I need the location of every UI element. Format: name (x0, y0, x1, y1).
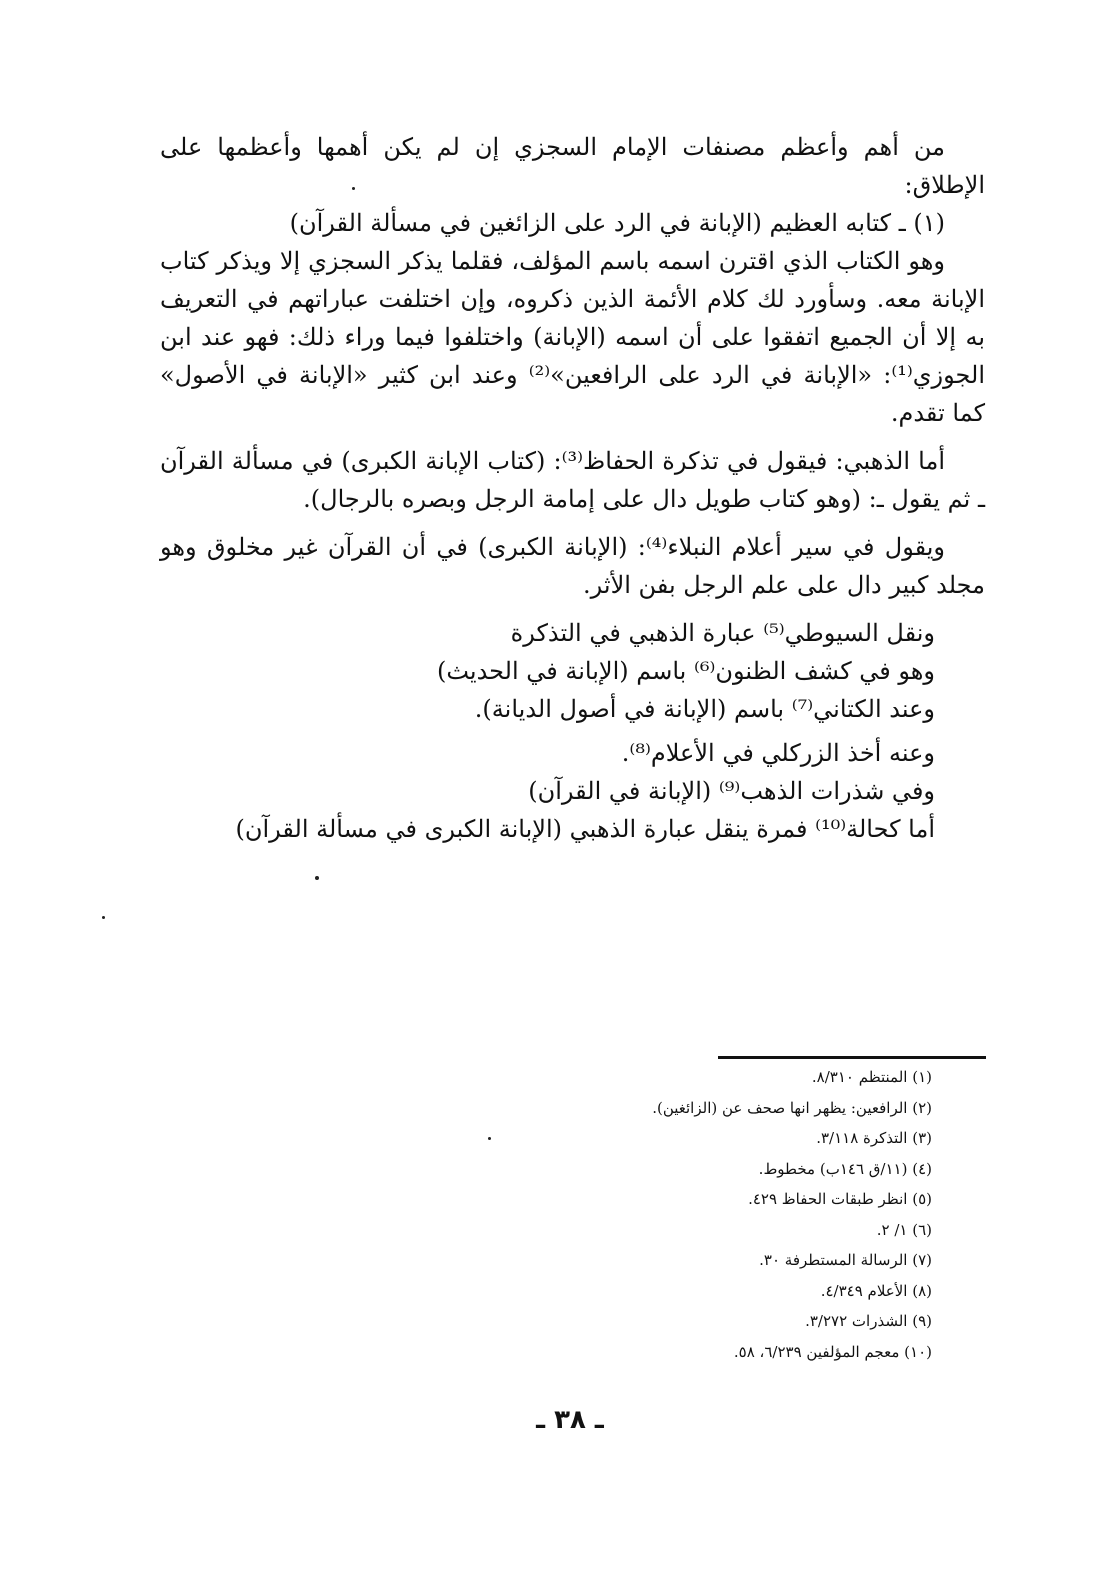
list-item: وعنه أخذ الزركلي في الأعلام⁽⁸⁾. (621, 739, 935, 767)
footnote: (٨) الأعلام ٤/٣٤٩. (820, 1281, 932, 1300)
list-item: وفي شذرات الذهب⁽⁹⁾ (الإبانة في القرآن) (528, 777, 935, 805)
list-item: أما كحالة⁽¹⁰⁾ فمرة ينقل عبارة الذهبي (الإبانة الكبرى في مسألة القرآن) (235, 815, 935, 843)
footnote: (٥) انظر طبقات الحفاظ ٤٢٩. (748, 1190, 932, 1208)
scan-speck (315, 876, 319, 880)
scan-speck (102, 916, 105, 919)
paragraph-book-title: (١) ـ كتابه العظيم (الإبانة في الرد على الزائغين في مسألة القرآن) (289, 209, 945, 237)
footnote-divider (718, 1056, 986, 1059)
footnote: (٦) ١/ ٢. (876, 1220, 932, 1239)
footnote: (٧) الرسالة المستطرفة ٣٠. (759, 1251, 932, 1269)
citation-list (160, 614, 985, 848)
footnote: (٤) (١١/ق ١٤٦ب) مخطوط. (758, 1159, 932, 1178)
footnote: (٢) الرافعين: يظهر انها صحف عن (الزائغين). (652, 1098, 932, 1117)
footnote: (٣) التذكرة ٣/١١٨. (816, 1129, 932, 1147)
list-item: ونقل السيوطي⁽⁵⁾ عبارة الذهبي في التذكرة (510, 619, 935, 647)
paragraph-intro: من أهم وأعظم مصنفات الإمام السجزي إن لم يكن أهمها وأعظمها على الإطلاق: (160, 133, 985, 199)
footnote: (٩) الشذرات ٣/٢٧٢. (805, 1312, 932, 1330)
paragraph-dhahabi-tadhkira: أما الذهبي: فيقول في تذكرة الحفاظ⁽³⁾: (كتاب الإبانة الكبرى) في مسألة القرآن ـ ثم يقول ـ: (وهو كتاب طويل دال على إمامة الرجل وبصره بالرجال). (160, 447, 985, 513)
list-item: وهو في كشف الظنون⁽⁶⁾ باسم (الإبانة في الحديث) (436, 657, 935, 685)
paragraph-dhahabi-siyar: ويقول في سير أعلام النبلاء⁽⁴⁾: (الإبانة الكبرى) في أن القرآن غير مخلوق وهو مجلد كبير دال على علم الرجل بفن الأثر. (160, 533, 985, 599)
footnote: (١) المنتظم ٨/٣١٠. (811, 1068, 932, 1086)
list-item: وعند الكتاني⁽⁷⁾ باسم (الإبانة في أصول الديانة). (474, 695, 935, 723)
paragraph-book-description: وهو الكتاب الذي اقترن اسمه باسم المؤلف، فقلما يذكر السجزي إلا ويذكر كتاب الإبانة معه. وسأورد لك كلام الأئمة الذين ذكروه، وإن اختلفت عباراتهم في التعريف به إلا أن الجميع اتفقوا على أن اسمه (الإبانة) واختلفوا فيما وراء ذلك: فهو عند ابن الجوزي⁽¹⁾: «الإبانة في الرد على الرافعين»⁽²⁾ وعند ابن كثير «الإبانة في الأصول» كما تقدم. (160, 247, 986, 427)
main-text (160, 128, 985, 848)
scan-speck (488, 1137, 491, 1140)
page-number: ـ ٣٨ ـ (536, 1405, 604, 1435)
scan-speck (352, 187, 355, 190)
footnote: (١٠) معجم المؤلفين ٦/٢٣٩، ٥٨. (733, 1342, 932, 1361)
footnotes (600, 1062, 932, 1367)
